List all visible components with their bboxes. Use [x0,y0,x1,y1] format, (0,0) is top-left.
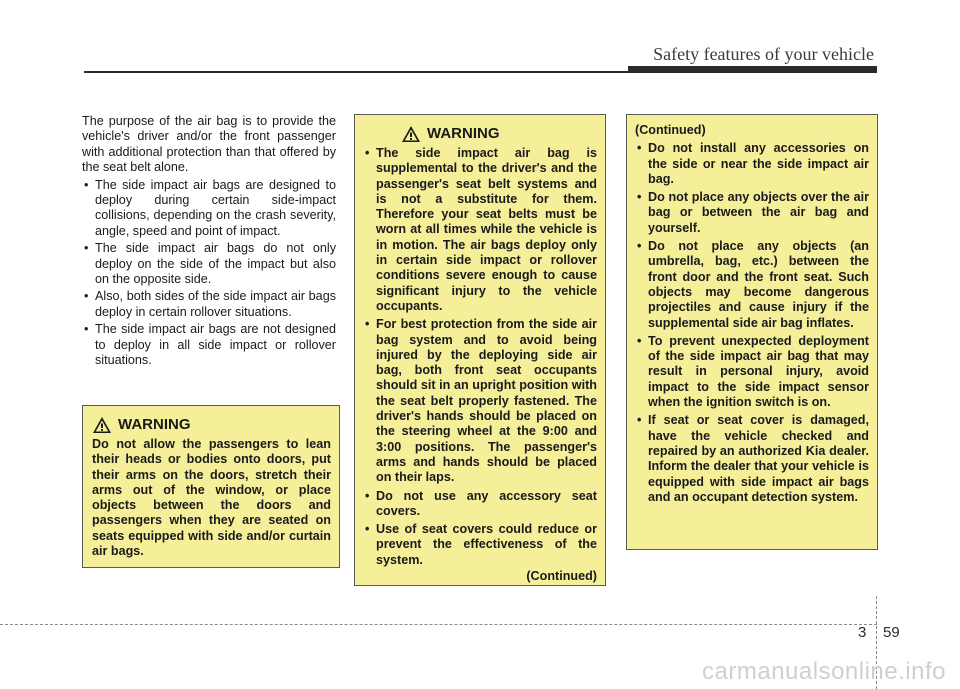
header-rule [84,71,680,73]
warning-heading [92,416,331,434]
section-title: Safety features of your vehicle [653,44,874,64]
warning-title: WARNING [118,416,191,434]
warning-heading [401,125,597,143]
warning-bullet: • To prevent unexpected deployment of the side impact air bag that may result in personal injury, avoid impact to the side impact sensor when the ignition switch is on. [635,334,869,410]
warning-bullet: • If seat or seat cover is damaged, have the vehicle checked and repaired by an authorized Kia dealer. Inform the dealer that your vehicle is equipped with side impact air bags and an occupant detection system. [635,413,869,505]
warning-bullet: • The side impact air bag is supplemental to the driver's and the passenger's seat belt systems and is not a substitute for them. Therefore your seat belts must be worn at all times while the vehicle is in motion. The air bags deploy only in certain side impact or rollover conditions severe enough to cause significant injury to the vehicle occupants. [363,146,597,314]
intro-bullet: • The side impact air bags do not only deploy on the side of the impact but also on the opposite side. [82,241,336,287]
warning-bullet: • Do not use any accessory seat covers. [363,489,597,520]
chapter-number: 3 [858,624,867,641]
warning-box-1 [82,405,340,568]
intro-paragraph: The purpose of the air bag is to provide the vehicle's driver and/or the front passenger with additional protection than that offered by the seat belt alone. [82,114,336,175]
warning-bullet: • For best protection from the side air bag system and to avoid being injured by the deploying side air bag, both front seat occupants should sit in an upright position with the seat belt properly fastened. The driver's hands should be placed on the steering wheel at the 9:00 and 3:00 positions. The passenger's arms and hands should be placed on their laps. [363,317,597,485]
intro-column [82,114,336,369]
warning-bullet: • Use of seat covers could reduce or prevent the effectiveness of the system. [363,522,597,568]
watermark-text: carmanualsonline.info [702,658,946,685]
header-rule-thick [628,66,877,73]
intro-bullet: • Also, both sides of the side impact air bags deploy in certain rollover situations. [82,289,336,320]
page-number: 59 [883,624,900,641]
warning-bullet-list [635,141,869,505]
warning-box-2 [354,114,606,586]
intro-bullet: • The side impact air bags are not designed to deploy in all side impact or rollover situations. [82,322,336,368]
warning-triangle-icon [92,416,112,434]
warning-title: WARNING [427,125,500,143]
continued-label: (Continued) [526,569,597,584]
warning-bullet: • Do not place any objects over the air bag or between the air bag and yourself. [635,190,869,236]
warning-box-3 [626,114,878,550]
warning-bullet-list [363,146,597,568]
warning-body: Do not allow the passengers to lean their heads or bodies onto doors, put their arms on the doors, stretch their arms out of the window, or place objects between the doors and passengers when they are seated on seats equipped with side and/or curtain air bags. [92,437,331,559]
intro-bullet-list [82,178,336,369]
intro-bullet: • The side impact air bags are designed to deploy during certain side-impact collisions, depending on the crash severity, angle, speed and point of impact. [82,178,336,240]
warning-triangle-icon [401,125,421,143]
footer-divider [0,624,877,625]
warning-bullet: • Do not place any objects (an umbrella, bag, etc.) between the front door and the front seat. Such objects may become dangerous projectiles and cause injury if the supplemental side air bag inflates. [635,239,869,331]
continued-label: (Continued) [635,123,706,137]
warning-bullet: • Do not install any accessories on the side or near the side impact air bag. [635,141,869,187]
